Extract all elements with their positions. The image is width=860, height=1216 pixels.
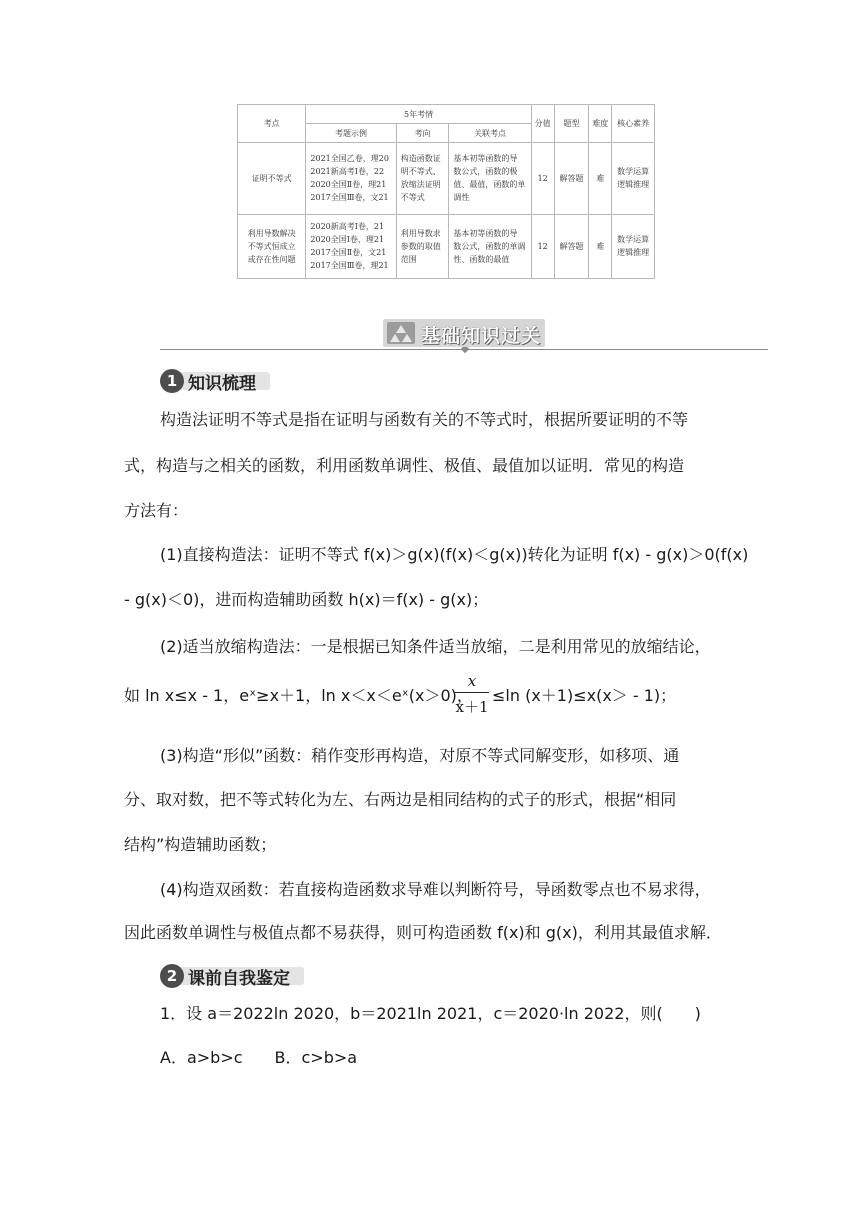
table-row: [238, 214, 655, 278]
method-4-line-2: 因此函数单调性与极值点都不易获得，则可构造函数 f(x)和 g(x)，利用其最值求解．: [124, 923, 722, 942]
cell-kaodian: 证明不等式: [238, 143, 306, 214]
cell-direction: 利用导数求 参数的取值 范围: [396, 214, 449, 278]
method-3-line-2: 分、取对数，把不等式转化为左、右两边是相同结构的式子的形式，根据“相同: [124, 790, 677, 809]
fraction-numerator: x: [467, 672, 477, 690]
header-core: 核心素养: [612, 105, 655, 143]
method-2-line-1: (2)适当放缩构造法：一是根据已知条件适当放缩，二是利用常见的放缩结论，: [160, 637, 711, 656]
header-example: 考题示例: [306, 124, 396, 143]
cell-related: 基本初等函数的导 数公式，函数的极 值、最值，函数的单 调性: [449, 143, 531, 214]
fraction-denominator: x＋1: [455, 698, 489, 716]
number-badge: 1: [160, 369, 184, 393]
method-3-line-3: 结构”构造辅助函数；: [124, 835, 277, 854]
cell-difficulty: 难: [589, 214, 612, 278]
cell-related: 基本初等函数的导 数公式，函数的单调 性、函数的最值: [449, 214, 531, 278]
cell-core: 数学运算 逻辑推理: [612, 143, 655, 214]
header-direction: 考向: [396, 124, 449, 143]
method-1-line-1: (1)直接构造法：证明不等式 f(x)＞g(x)(f(x)＜g(x))转化为证明 f(x) - g(x)＞0(f(x): [160, 545, 749, 564]
cell-core: 数学运算 逻辑推理: [612, 214, 655, 278]
table-row: [238, 143, 655, 214]
cell-score: 12: [531, 214, 554, 278]
section-title: 基础知识过关: [421, 325, 542, 347]
exam-info-table: [237, 104, 655, 279]
cell-direction: 构造函数证 明不等式、 放缩法证明 不等式: [396, 143, 449, 214]
cell-qtype: 解答题: [554, 214, 589, 278]
header-five-year: 5年考情: [306, 105, 531, 124]
question-1: 1．设 a＝2022ln 2020，b＝2021ln 2021，c＝2020·ln 2022，则( ): [160, 1004, 701, 1023]
triangles-icon: [387, 322, 415, 344]
method-2-line-2a: 如 ln x≤x - 1，eˣ≥x＋1，ln x＜x＜eˣ(x＞0)，: [124, 686, 473, 705]
fraction: [455, 672, 489, 716]
method-4-line-1: (4)构造双函数：若直接构造函数求导难以判断符号，导函数零点也不易求得，: [160, 880, 711, 899]
header-kaodian: 考点: [238, 105, 306, 143]
number-badge: 2: [160, 964, 184, 988]
subheading-title: 知识梳理: [188, 374, 256, 394]
section-banner: [383, 319, 545, 347]
cell-difficulty: 难: [589, 143, 612, 214]
subheading-knowledge: [160, 367, 272, 393]
paragraph-line: 式，构造与之相关的函数，利用函数单调性、极值、最值加以证明．常见的构造: [124, 456, 685, 475]
header-score: 分值: [531, 105, 554, 143]
cell-score: 12: [531, 143, 554, 214]
subheading-self-check: [160, 962, 306, 988]
cell-example: 2021全国乙卷，理20 2021新高考Ⅰ卷，22 2020全国Ⅱ卷，理21 2017全国Ⅲ卷，文21: [306, 143, 396, 214]
method-1-line-2: - g(x)＜0)，进而构造辅助函数 h(x)＝f(x) - g(x)；: [124, 590, 489, 609]
header-related: 关联考点: [449, 124, 531, 143]
paragraph-line: 构造法证明不等式是指在证明与函数有关的不等式时，根据所要证明的不等: [160, 410, 689, 429]
cell-example: 2020新高考Ⅰ卷，21 2020全国Ⅰ卷，理21 2017全国Ⅱ卷，文21 2017全国Ⅲ卷，理21: [306, 214, 396, 278]
method-2-line-2b: ≤ln (x＋1)≤x(x＞ - 1)；: [492, 686, 677, 705]
header-difficulty: 难度: [589, 105, 612, 143]
paragraph-line: 方法有：: [124, 501, 189, 520]
cell-qtype: 解答题: [554, 143, 589, 214]
question-1-options: A．a>b>c B．c>b>a: [160, 1048, 358, 1067]
subheading-title: 课前自我鉴定: [188, 969, 290, 989]
header-qtype: 题型: [554, 105, 589, 143]
cell-kaodian: 利用导数解决 不等式恒成立 或存在性问题: [238, 214, 306, 278]
method-3-line-1: (3)构造“形似”函数：稍作变形再构造，对原不等式同解变形，如移项、通: [160, 746, 680, 765]
